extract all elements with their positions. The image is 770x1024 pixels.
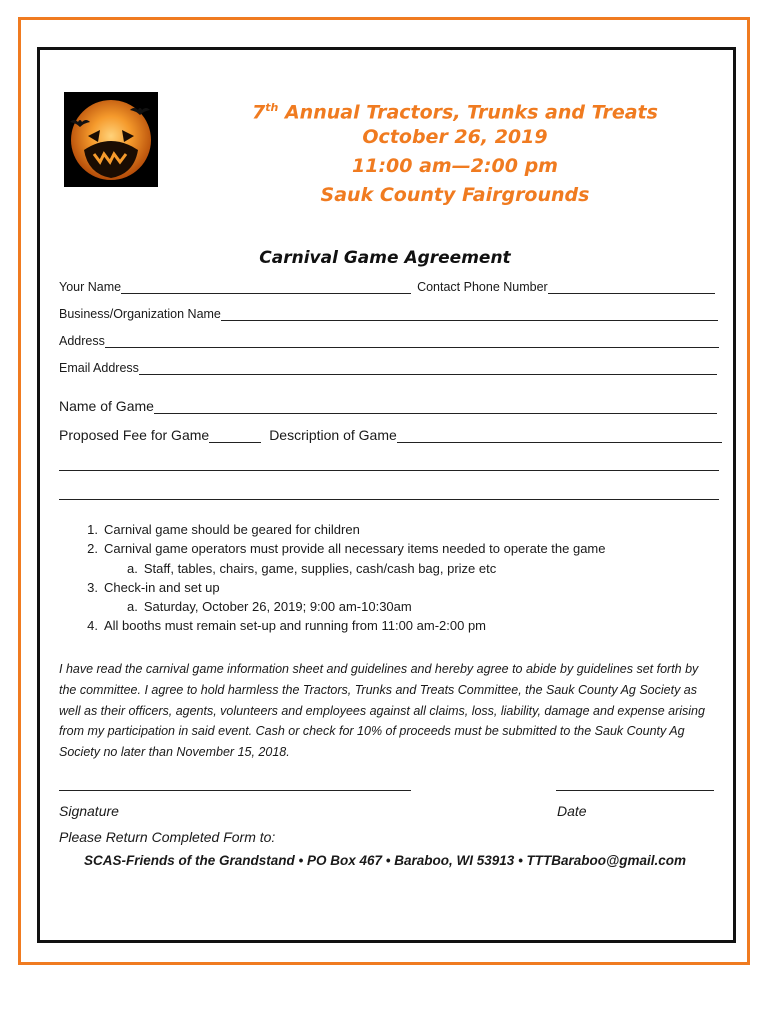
your-name-label: Your Name [59,280,122,294]
event-location: Sauk County Fairgrounds [320,184,590,206]
date-label: Date [557,803,587,819]
game-name-field[interactable] [154,401,717,414]
email-label: Email Address [59,361,139,375]
contact-phone-field[interactable] [548,281,715,294]
rules-list [59,520,606,636]
business-name-field[interactable] [221,308,718,321]
address-label: Address [59,334,105,348]
email-field[interactable] [139,362,717,375]
event-date: October 26, 2019 [362,126,548,148]
proposed-fee-label: Proposed Fee for Game [59,427,210,443]
game-name-label: Name of Game [59,398,154,414]
description-label: Description of Game [269,427,397,443]
list-item: 3. Check-in and set up [87,579,220,595]
proposed-fee-field[interactable] [209,430,261,443]
business-row [59,307,718,321]
event-title-ordinal: 7 [252,101,266,124]
fee-description-row [59,427,722,443]
list-item: 4. All booths must remain set-up and running from 11:00 am-2:00 pm [87,618,487,634]
contact-phone-label: Contact Phone Number [417,280,548,294]
your-name-field[interactable] [121,281,411,294]
event-title [170,94,740,126]
address-field[interactable] [105,335,719,348]
list-item: 1. Carnival game should be geared for children [87,522,360,537]
form-heading: Carnival Game Agreement [259,248,511,268]
description-line-1[interactable] [59,470,719,471]
date-field[interactable] [556,790,714,791]
game-name-row [59,398,717,414]
event-time: 11:00 am—2:00 pm [352,155,558,177]
description-line-2[interactable] [59,499,719,500]
email-row [59,361,717,375]
signature-field[interactable] [59,790,411,791]
agreement-text: I have read the carnival game information sheet and guidelines and hereby agree to abide by guidelines set forth by the committee. I agree to hold harmless the Tractors, Trunks and Treats Committee, the Sauk County Ag Society as well as their officers, agents, volunteers and employees against all claims, loss, liability, damage and expense arising from my participation in said event. Cash or check for 10% of proceeds must be submitted to the Sauk County Ag Society no later than November 15, 2018. [59,662,705,760]
address-row [59,334,719,348]
return-label: Please Return Completed Form to: [59,829,276,845]
signature-label: Signature [59,803,119,819]
business-name-label: Business/Organization Name [59,307,221,321]
event-title-ordinal-suffix: th [265,101,279,114]
description-field[interactable] [397,430,722,443]
name-phone-row [59,280,715,294]
jack-o-lantern-icon [64,92,158,187]
list-sub-item: a. Staff, tables, chairs, game, supplies, cash/cash bag, prize etc [127,560,497,576]
event-title-text: Annual Tractors, Trunks and Treats [278,101,658,124]
list-item: 2. Carnival game operators must provide all necessary items needed to operate the game [87,541,606,557]
list-sub-item: a. Saturday, October 26, 2019; 9:00 am-10:30am [127,599,412,615]
return-address: SCAS-Friends of the Grandstand • PO Box 467 • Baraboo, WI 53913 • TTTBaraboo@gmail.com [84,853,686,868]
